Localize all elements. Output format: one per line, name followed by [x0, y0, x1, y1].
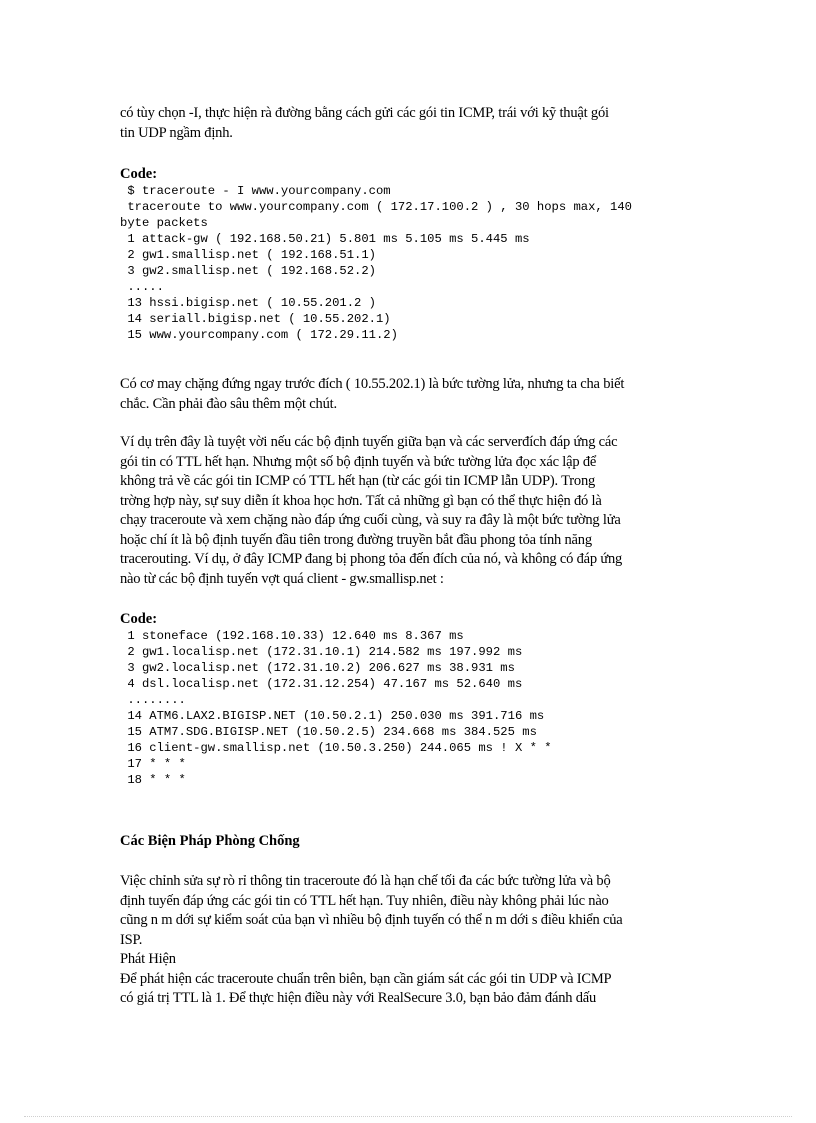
code-line: 2 gw1.localisp.net (172.31.10.1) 214.582 ms 197.992 ms [120, 645, 523, 659]
text-line: Để phát hiện các traceroute chuẩn trên biên, bạn cần giám sát các gói tin UDP và ICMP [120, 970, 612, 987]
text-line: nào từ các bộ định tuyến vợt quá client - gw.smallisp.net : [120, 570, 444, 587]
code-line: 15 ATM7.SDG.BIGISP.NET (10.50.2.5) 234.668 ms 384.525 ms [120, 725, 537, 739]
code-label-2: Code: [120, 611, 158, 627]
code-label-1: Code: [120, 166, 158, 182]
code-line: 14 ATM6.LAX2.BIGISP.NET (10.50.2.1) 250.030 ms 391.716 ms [120, 709, 545, 723]
code-line: 18 * * * [120, 773, 186, 787]
document-page [120, 104, 700, 1009]
text-line: cũng n m dới sự kiểm soát của bạn vì nhiều bộ định tuyến có thể n m dới s điều khiển của [120, 912, 623, 928]
code-block-traceroute-icmp [120, 183, 700, 343]
code-line: $ traceroute - I www.yourcompany.com [120, 184, 391, 198]
code-line: 16 client-gw.smallisp.net (10.50.3.250) 244.065 ms ! X * * [120, 741, 552, 755]
code-line: 1 stoneface (192.168.10.33) 12.640 ms 8.367 ms [120, 629, 464, 643]
intro-paragraph [120, 104, 700, 143]
text-line: tin UDP ngầm định. [120, 124, 233, 141]
code-line: 13 hssi.bigisp.net ( 10.55.201.2 ) [120, 296, 376, 310]
detection-paragraph [120, 970, 700, 1009]
text-line: tracerouting. Ví dụ, ở đây ICMP đang bị phong tỏa đến đích của nó, và không có đáp ứng [120, 551, 623, 567]
code-line: 3 gw2.smallisp.net ( 192.168.52.2) [120, 264, 376, 278]
text-line: chắc. Cần phải đào sâu thêm một chút. [120, 395, 337, 412]
text-line: ISP. [120, 931, 143, 948]
text-line: hoặc chí ít là bộ định tuyến đầu tiên trong đường truyền bắt đầu phong tỏa tính năng [120, 531, 592, 548]
text-line: có tùy chọn -I, thực hiện rà đường bằng cách gửi các gói tin ICMP, trái với kỹ thuật gói [120, 105, 609, 121]
code-line: 15 www.yourcompany.com ( 172.29.11.2) [120, 328, 398, 342]
text-line: có giá trị TTL là 1. Để thực hiện điều này với RealSecure 3.0, bạn bảo đảm đánh dấu [120, 990, 597, 1006]
code-line: 3 gw2.localisp.net (172.31.10.2) 206.627 ms 38.931 ms [120, 661, 515, 675]
text-line: Có cơ may chặng đứng ngay trước đích ( 10.55.202.1) là bức tường lửa, nhưng ta cha biết [120, 376, 625, 392]
section-heading: Các Biện Pháp Phòng Chống [120, 833, 300, 849]
detection-subheading: Phát Hiện [120, 951, 176, 967]
page-footer-rule [24, 1116, 792, 1117]
code-line: 1 attack-gw ( 192.168.50.21) 5.801 ms 5.105 ms 5.445 ms [120, 232, 530, 246]
text-line: định tuyến đáp ứng các gói tin có TTL hết hạn. Tuy nhiên, điều này không phải lúc nào [120, 892, 609, 909]
text-line: gói tin có TTL hết hạn. Nhưng một số bộ định tuyến và bức tường lửa đọc xác lập để [120, 453, 597, 470]
code-line: ..... [120, 280, 164, 294]
code-block-traceroute-blocked [120, 628, 700, 788]
text-line: trờng hợp này, sự suy diễn ít khoa học hơn. Tất cả những gì bạn có thể thực hiện đó là [120, 492, 602, 509]
code-line: 4 dsl.localisp.net (172.31.12.254) 47.167 ms 52.640 ms [120, 677, 523, 691]
text-line: Ví dụ trên đây là tuyệt vời nếu các bộ định tuyến giữa bạn và các serverđích đáp ứng các [120, 434, 618, 450]
example-paragraph [120, 433, 700, 589]
code-line: 2 gw1.smallisp.net ( 192.168.51.1) [120, 248, 376, 262]
text-line: Việc chỉnh sửa sự rò rỉ thông tin traceroute đó là hạn chế tối đa các bức tường lửa và bộ [120, 873, 611, 889]
text-line: không trả về các gói tin ICMP có TTL hết hạn (từ các gói tin ICMP lẫn UDP). Trong [120, 473, 596, 489]
code-line: traceroute to www.yourcompany.com ( 172.17.100.2 ) , 30 hops max, 140 [120, 200, 632, 214]
countermeasures-paragraph [120, 872, 700, 950]
code-line: ........ [120, 693, 186, 707]
firewall-paragraph [120, 375, 700, 414]
code-line: 14 seriall.bigisp.net ( 10.55.202.1) [120, 312, 391, 326]
code-line: 17 * * * [120, 757, 186, 771]
text-line: chạy traceroute và xem chặng nào đáp ứng cuối cùng, và suy ra đây là một bức tường lửa [120, 512, 621, 528]
code-line: byte packets [120, 216, 208, 230]
